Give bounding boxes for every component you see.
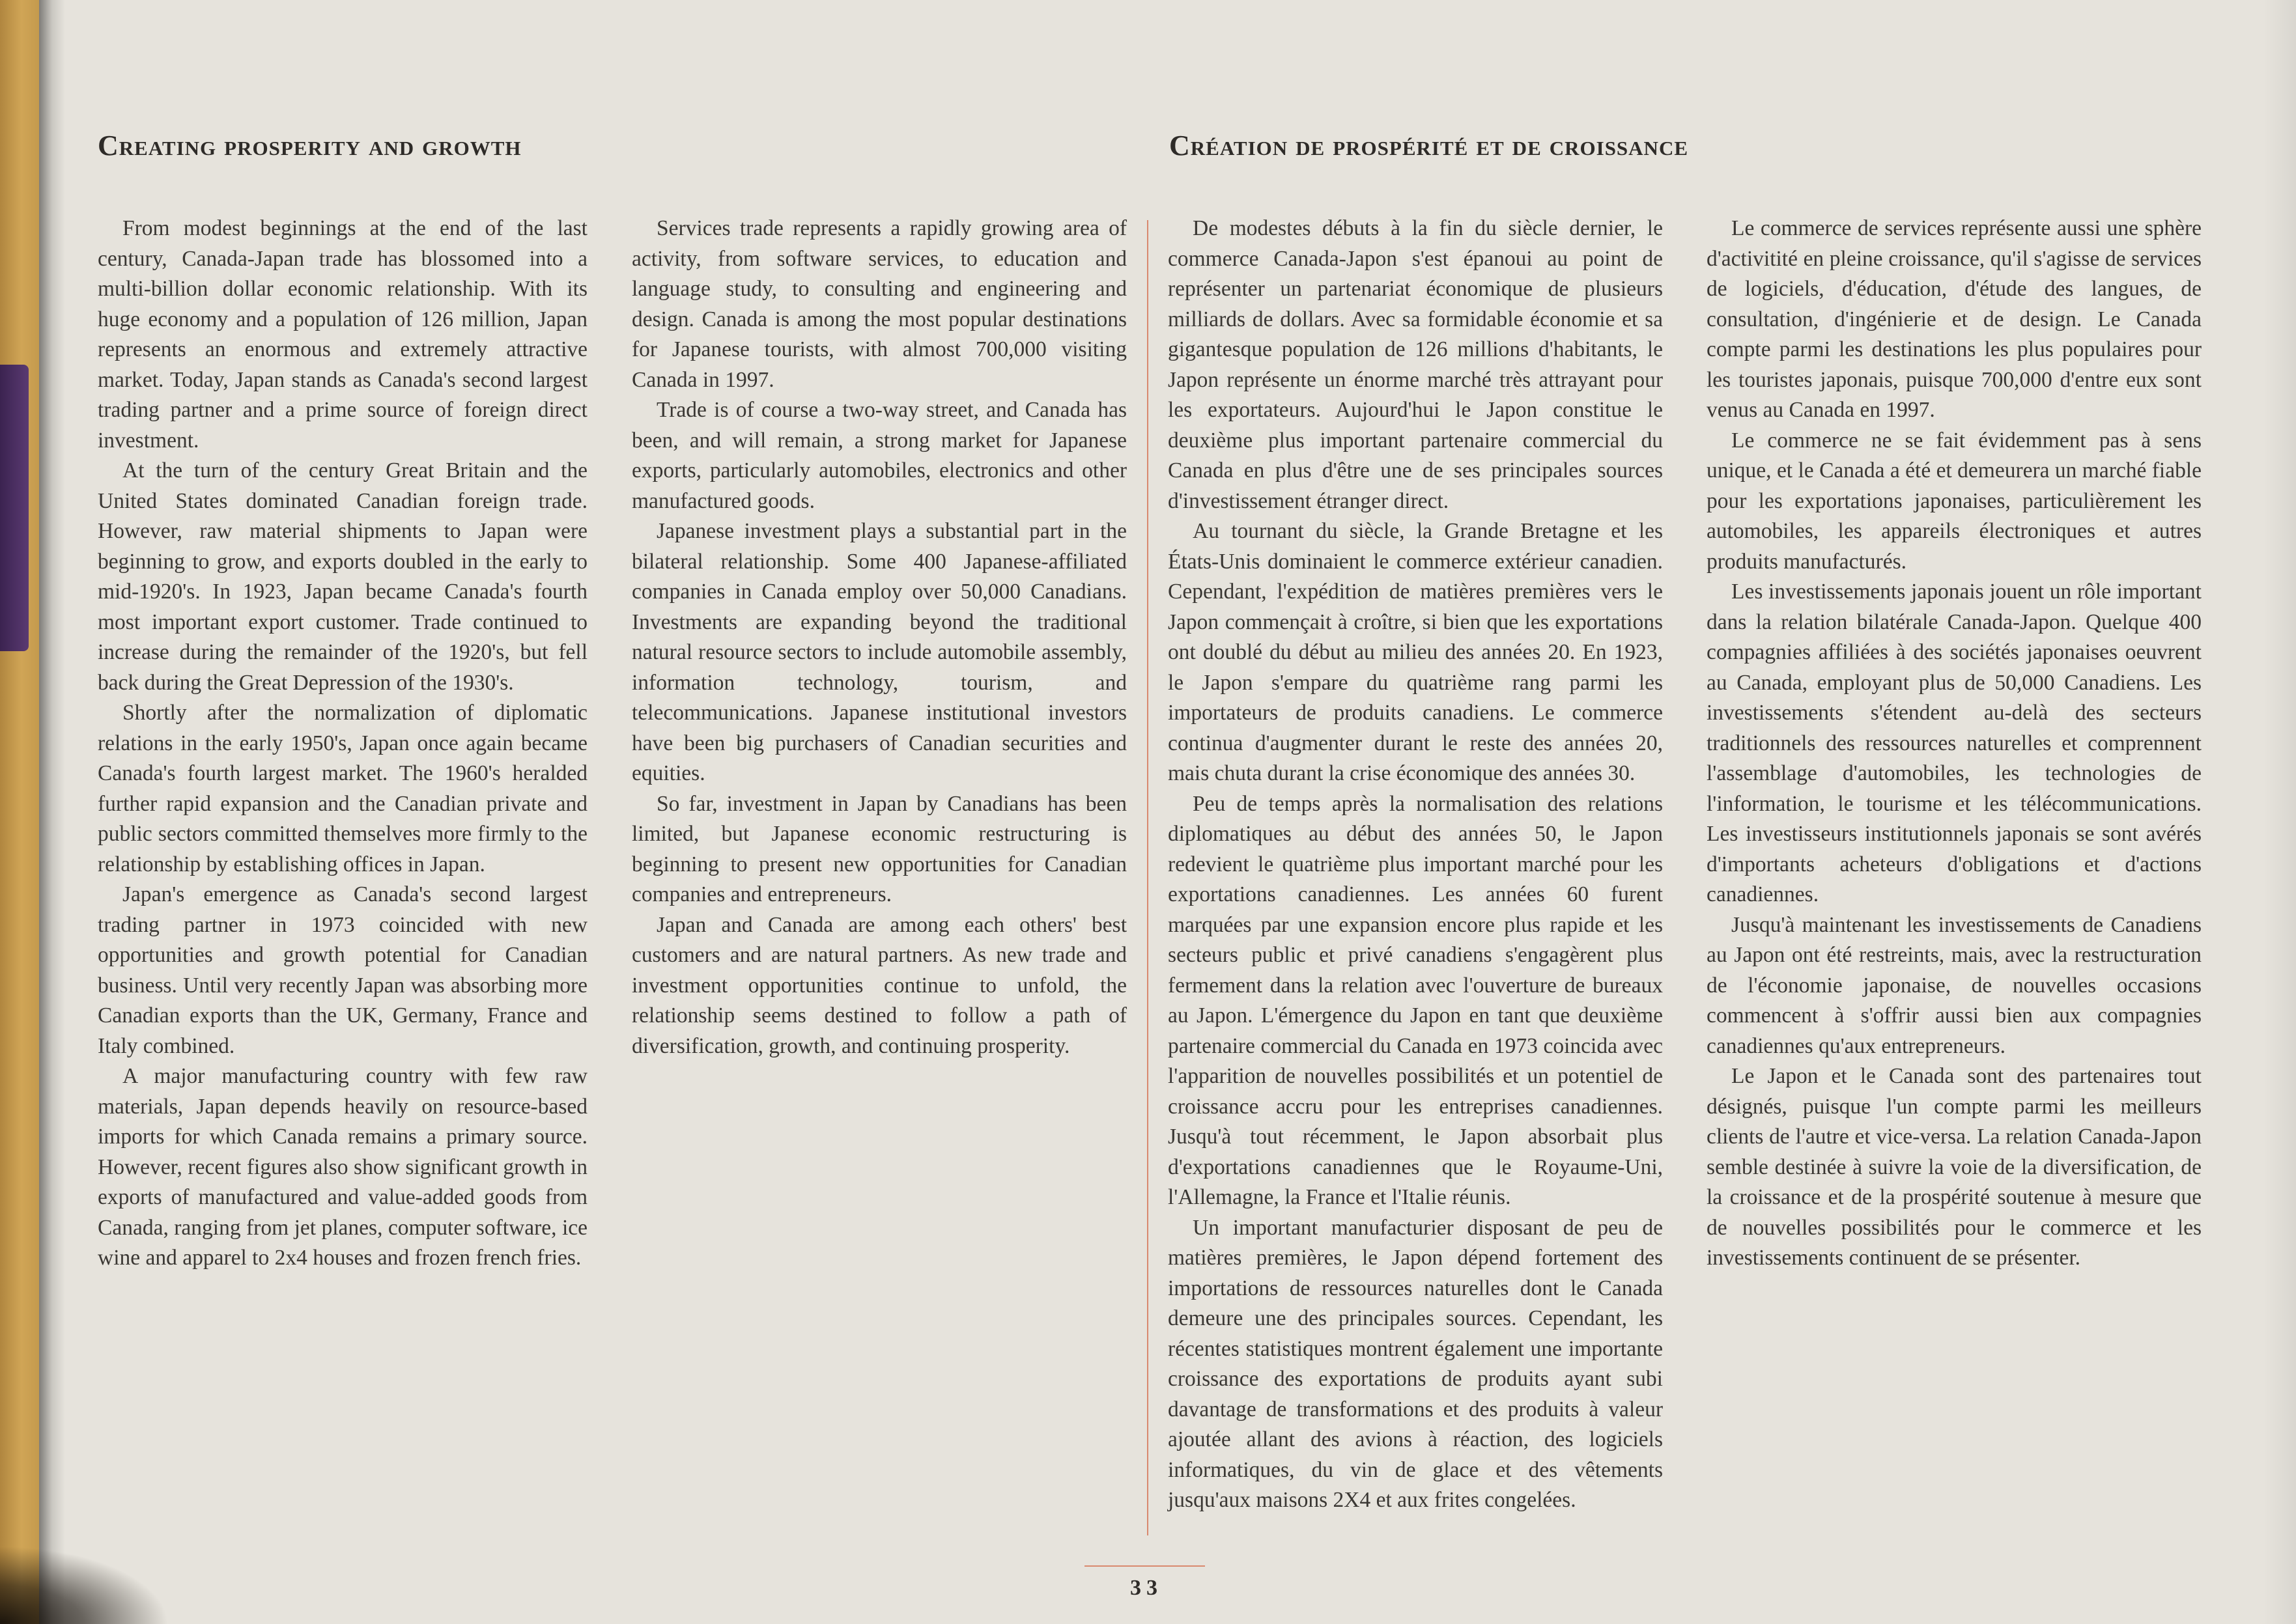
- english-paragraph-1: From modest beginnings at the end of the last century, Canada-Japan trade has blossomed into a multi-billion dollar economic relationship. With its huge economy and a population of 126 million, Japan represents an enormous and extremely attractive market. Today, Japan stands as Canada's second largest trading partner and a prime source of foreign direct investment.: [98, 216, 588, 453]
- english-column-1: [98, 214, 588, 1274]
- page-number: 33: [1130, 1576, 1163, 1600]
- english-paragraph-7: Trade is of course a two-way street, and Canada has been, and will remain, a strong market for Japanese exports, particularly automobiles, electronics and other manufactured goods.: [632, 398, 1127, 513]
- french-paragraph-8: Jusqu'à maintenant les investissements de Canadiens au Japon ont été restreints, mais, avec la restructuration de l'économie japonaise, de nouvelles occasions commencent à s'offrir aussi bien aux compagnies canadiennes qu'aux entrepreneurs.: [1707, 912, 2202, 1058]
- french-paragraph-4: Un important manufacturier disposant de peu de matières premières, le Japon dépend fortement des importations de ressources naturelles dont le Canada demeure une des principales sources. Cependant, les récentes statistiques montrent également une importante croissance des exportations de produits ayant subi davantage de transformations et des produits à valeur ajoutée allant des avions à réaction, des logiciels informatiques, du vin de glace et des vêtements jusqu'aux maisons 2X4 et aux frites congelées.: [1168, 1215, 1663, 1512]
- page-edge: [2263, 0, 2296, 1624]
- english-column-2: [632, 214, 1127, 1061]
- heading-french: Création de prospérité et de croissance: [1169, 130, 1689, 161]
- english-paragraph-2: At the turn of the century Great Britain and the United States dominated Canadian foreign trade. However, raw material shipments to Japan were beginning to grow, and exports doubled in the early to mid-1920's. In 1923, Japan became Canada's fourth most important export customer. Trade continued to increase during the remainder of the 1920's, but fell back during the Great Depression of the 1930's.: [98, 458, 588, 695]
- french-paragraph-6: Le commerce ne se fait évidemment pas à sens unique, et le Canada a été et demeurera un marché fiable pour les exportations japonaises, particulièrement les automobiles, les appareils électroniques et autres produits manufacturés.: [1707, 428, 2202, 574]
- french-paragraph-1: De modestes débuts à la fin du siècle dernier, le commerce Canada-Japon s'est épanoui au point de représenter un partenariat économique de plusieurs milliards de dollars. Avec sa formidable économie et sa gigantesque population de 126 millions d'habitants, le Japon représente un énorme marché très attrayant pour les exportateurs. Aujourd'hui le Japon constitue le deuxième plus important partenaire commercial du Canada en plus d'être une de ses principales sources d'investissement étranger direct.: [1168, 216, 1663, 513]
- corner-shadow: [0, 1546, 169, 1624]
- french-column-1: [1168, 214, 1663, 1516]
- french-paragraph-2: Au tournant du siècle, la Grande Bretagne et les États-Unis dominaient le commerce extérieur canadien. Cependant, l'expédition de matières premières vers le Japon commençait à croître, si bien que les exportations ont doublé du début au milieu des années 20. En 1923, le Japon s'empare du quatrième rang parmi les importateurs de produits canadiens. Le commerce continua d'augmenter durant le reste des années 20, mais chuta durant la crise économique des années 30.: [1168, 519, 1663, 785]
- column-divider: [1147, 220, 1148, 1535]
- english-paragraph-3: Shortly after the normalization of diplomatic relations in the early 1950's, Japan once again became Canada's fourth largest market. The 1960's heralded further rapid expansion and the Canadian private and public sectors committed themselves more firmly to the relationship by establishing offices in Japan.: [98, 701, 588, 876]
- gutter-shadow: [39, 0, 65, 1624]
- english-paragraph-8: Japanese investment plays a substantial part in the bilateral relationship. Some 400 Japanese-affiliated companies in Canada employ over 50,000 Canadians. Investments are expanding beyond the traditional natural resource sectors to include automobile assembly, information technology, tourism, and telecommunications. Japanese institutional investors have been big purchasers of Canadian securities and equities.: [632, 519, 1127, 785]
- english-paragraph-9: So far, investment in Japan by Canadians has been limited, but Japanese economic restructuring is beginning to present new opportunities for Canadian companies and entrepreneurs.: [632, 791, 1127, 906]
- french-paragraph-3: Peu de temps après la normalisation des relations diplomatiques au début des années 50, le Japon redevient le quatrième plus important marché pour les exportations canadiennes. Les années 60 furent marquées par une expansion encore plus rapide et les secteurs public et privé canadiens s'engagèrent plus fermement dans la relation avec l'ouverture de bureaux au Japon. L'émergence du Japon en tant que deuxième partenaire commercial du Canada en 1973 coincida avec l'apparition de nouvelles possibilités et un potentiel de croissance accru pour les entreprises canadiennes. Jusqu'à tout récemment, le Japon absorbait plus d'exportations canadiennes que le Royaume-Uni, l'Allemagne, la France et l'Italie réunis.: [1168, 791, 1663, 1209]
- french-column-2: [1707, 214, 2202, 1274]
- folio-rule: [1084, 1565, 1205, 1567]
- english-paragraph-6: Services trade represents a rapidly growing area of activity, from software services, to education and language study, to consulting and engineering and design. Canada is among the most popular destinations for Japanese tourists, with almost 700,000 visiting Canada in 1997.: [632, 216, 1127, 392]
- french-paragraph-7: Les investissements japonais jouent un rôle important dans la relation bilatérale Canada-Japon. Quelque 400 compagnies affiliées à des sociétés japonaises oeuvrent au Canada, employant plus de 50,000 Canadiens. Les investissements s'étendent au-delà des secteurs traditionnels des ressources naturelles et comprennent l'assemblage d'automobiles, les technologies de l'information, le tourisme et les télécommunications. Les investisseurs institutionnels japonais se sont avérés d'importants acheteurs d'obligations et d'actions canadiennes.: [1707, 580, 2202, 906]
- heading-english: Creating prosperity and growth: [98, 130, 522, 161]
- spine-ribbon: [0, 365, 29, 651]
- english-paragraph-10: Japan and Canada are among each others' best customers and are natural partners. As new trade and investment opportunities continue to unfold, the relationship seems destined to follow a path of diversification, growth, and continuing prosperity.: [632, 912, 1127, 1058]
- french-paragraph-5: Le commerce de services représente aussi une sphère d'activitité en pleine croissance, qu'il s'agisse de services de logiciels, d'éducation, d'étude des langues, de consultation, d'ingénierie et de design. Le Canada compte parmi les destinations les plus populaires pour les touristes japonais, puisque 700,000 d'entre eux sont venus au Canada en 1997.: [1707, 216, 2202, 422]
- english-paragraph-5: A major manufacturing country with few raw materials, Japan depends heavily on resource-based imports for which Canada remains a primary source. However, recent figures also show significant growth in exports of manufactured and value-added goods from Canada, ranging from jet planes, computer software, ice wine and apparel to 2x4 houses and frozen french fries.: [98, 1064, 588, 1270]
- book-spine: [0, 0, 39, 1624]
- english-paragraph-4: Japan's emergence as Canada's second largest trading partner in 1973 coincided with new opportunities and growth potential for Canadian business. Until very recently Japan was absorbing more Canadian exports than the UK, Germany, France and Italy combined.: [98, 882, 588, 1058]
- french-paragraph-9: Le Japon et le Canada sont des partenaires tout désignés, puisque l'un compte parmi les meilleurs clients de l'autre et vice-versa. La relation Canada-Japon semble destinée à suivre la voie de la diversification, de la croissance et de la prospérité soutenue à mesure que de nouvelles possibilités pour le commerce et les investissements continuent de se présenter.: [1707, 1064, 2202, 1270]
